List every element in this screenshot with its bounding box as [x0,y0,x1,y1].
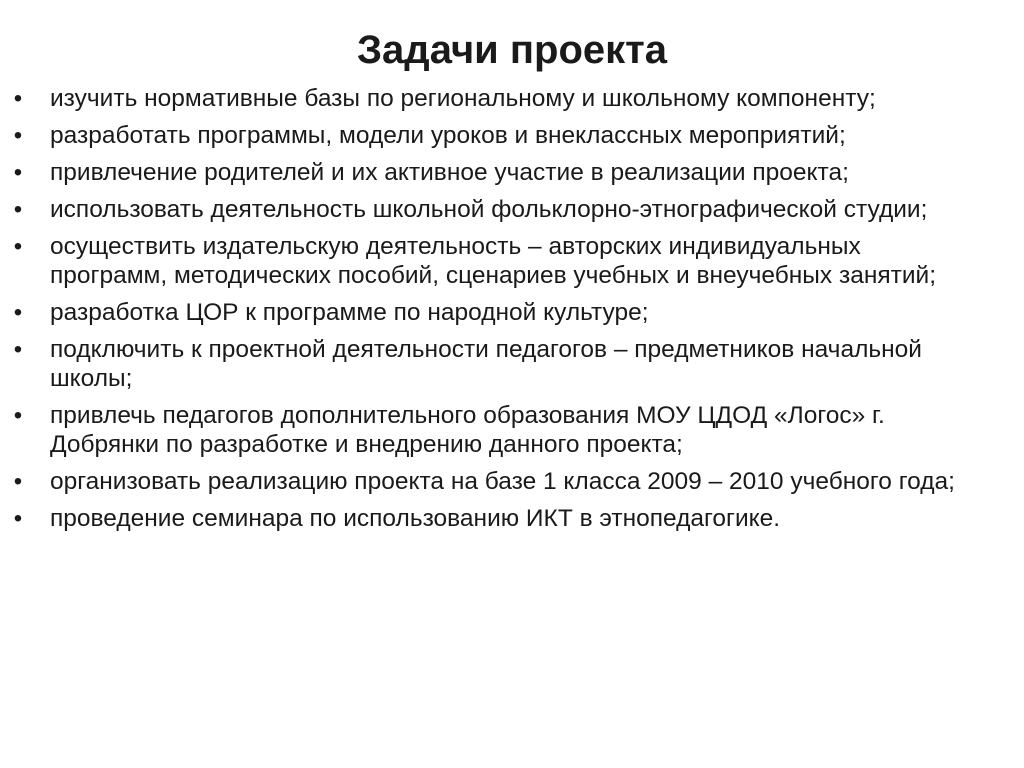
task-list [0,84,1024,541]
bullet-icon: • [13,505,23,532]
slide-title: Задачи проекта [357,28,667,72]
task-text: проведение семинара по использованию ИКТ в этнопедагогике. [50,505,781,532]
bullet-icon: • [13,233,23,260]
bullet-icon: • [13,85,23,112]
task-item [0,335,1024,393]
bullet-icon: • [13,402,23,429]
task-text: разработка ЦОР к программе по народной культуре; [50,299,649,326]
bullet-icon: • [13,159,23,186]
task-text: привлечение родителей и их активное участие в реализации проекта; [50,159,849,186]
task-text: осуществить издательскую деятельность – авторских индивидуальных программ, методических пособий, сценариев учебных и внеучебных занятий; [50,233,937,289]
task-text: организовать реализацию проекта на базе 1 класса 2009 – 2010 учебного года; [50,468,955,495]
task-item [0,504,1024,533]
task-text: изучить нормативные базы по региональному и школьному компоненту; [50,85,876,112]
bullet-icon: • [13,196,23,223]
task-text: разработать программы, модели уроков и внеклассных мероприятий; [50,122,846,149]
task-item [0,84,1024,113]
task-text: использовать деятельность школьной фольклорно-этнографической студии; [50,196,928,223]
bullet-icon: • [13,122,23,149]
bullet-icon: • [13,336,23,363]
task-item [0,158,1024,187]
task-item [0,121,1024,150]
task-item [0,232,1024,290]
task-item [0,401,1024,459]
task-text: подключить к проектной деятельности педагогов – предметников начальной школы; [50,336,922,392]
task-item [0,298,1024,327]
task-text: привлечь педагогов дополнительного образования МОУ ЦДОД «Логос» г. Добрянки по разработке и внедрению данного проекта; [50,402,885,458]
task-item [0,195,1024,224]
task-item [0,467,1024,496]
bullet-icon: • [13,299,23,326]
bullet-icon: • [13,468,23,495]
